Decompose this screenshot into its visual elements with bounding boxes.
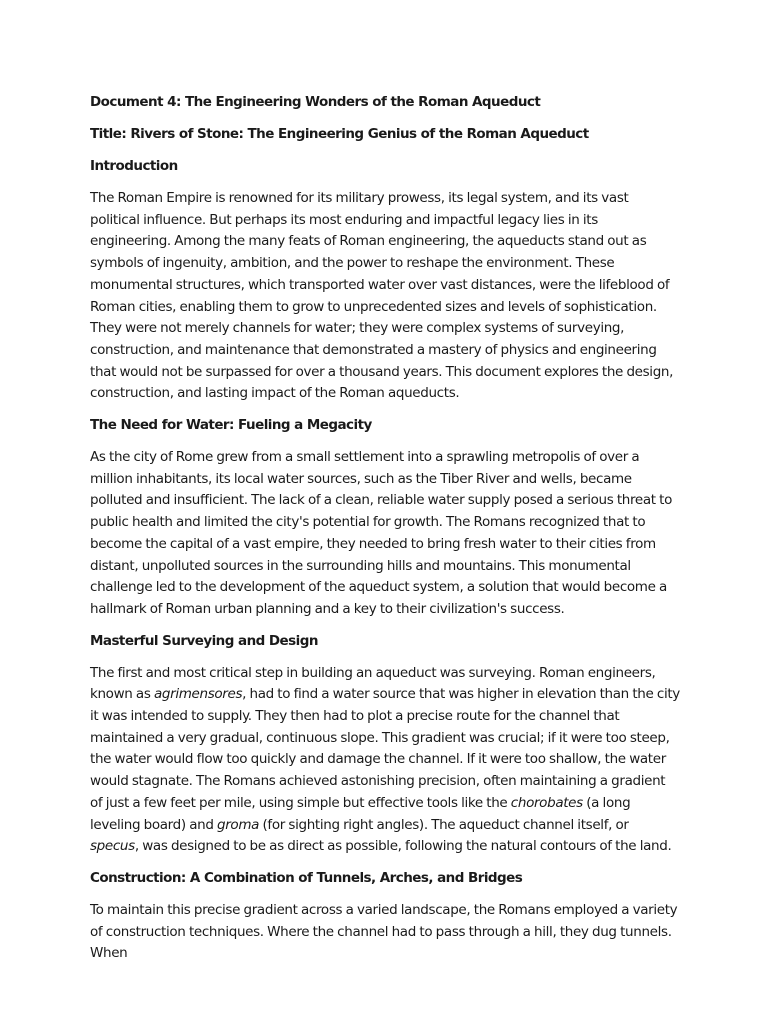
text-run: The first and most critical step in building an aqueduct was surveying. Roman engineers, known as (90, 664, 656, 703)
paragraph-need-for-water: As the city of Rome grew from a small settlement into a sprawling metropolis of over a million inhabitants, its local water sources, such as the Tiber River and wells, became polluted and insufficient. The lack of a clean, reliable water supply posed a serious threat to public health and limited the city's potential for growth. The Romans recognized that to become the capital of a vast empire, they needed to bring fresh water to their cities from distant, unpolluted sources in the surrounding hills and mountains. This monumental challenge led to the development of the aqueduct system, a solution that would become a hallmark of Roman urban planning and a key to their civilization's success. (90, 449, 673, 617)
document-page (90, 92, 680, 975)
section-heading-construction: Construction: A Combination of Tunnels, Arches, and Bridges (90, 869, 523, 886)
section-heading-need-for-water: The Need for Water: Fueling a Megacity (90, 417, 372, 434)
term-specus: specus (90, 838, 135, 855)
text-run: , was designed to be as direct as possible, following the natural contours of the land. (134, 838, 672, 855)
document-title: Title: Rivers of Stone: The Engineering Genius of the Roman Aqueduct (90, 126, 589, 142)
section-heading-surveying: Masterful Surveying and Design (90, 632, 318, 649)
paragraph-introduction: The Roman Empire is renowned for its military prowess, its legal system, and its vast political influence. But perhaps its most enduring and impactful legacy lies in its engineering. Among the many feats of Roman engineering, the aqueducts stand out as symbols of ingenuity, ambition, and the power to reshape the environment. These monumental structures, which transported water over vast distances, were the lifeblood of Roman cities, enabling them to grow to unprecedented sizes and levels of sophistication. They were not merely channels for water; they were complex systems of surveying, construction, and maintenance that demonstrated a mastery of physics and engineering that would not be surpassed for over a thousand years. This document explores the design, construction, and lasting impact of the Roman aqueducts. (90, 190, 674, 402)
paragraph-construction: To maintain this precise gradient across a varied landscape, the Romans employed a variety of construction techniques. Where the channel had to pass through a hill, they dug tunnels. When (90, 901, 678, 962)
term-groma: groma (217, 816, 260, 833)
term-chorobates: chorobates (510, 794, 583, 811)
section-heading-introduction: Introduction (90, 158, 178, 174)
paragraph-surveying (90, 663, 680, 858)
term-agrimensores: agrimensores (153, 686, 243, 703)
document-heading: Document 4: The Engineering Wonders of the Roman Aqueduct (90, 94, 541, 110)
text-run: , had to find a water source that was higher in elevation than the city it was intended to supply. They then had to plot a precise route for the channel that maintained a very gradual, continuous slope. This gradient was crucial; if it were too steep, the water would flow too quickly and damage the channel. If it were too shallow, the water would stagnate. The Romans achieved astonishing precision, often maintaining a gradient of just a few feet per mile, using simple but effective tools like the (90, 686, 680, 811)
text-run: (a long leveling board) and (90, 794, 631, 833)
text-run: (for sighting right angles). The aqueduct channel itself, or (259, 816, 629, 833)
